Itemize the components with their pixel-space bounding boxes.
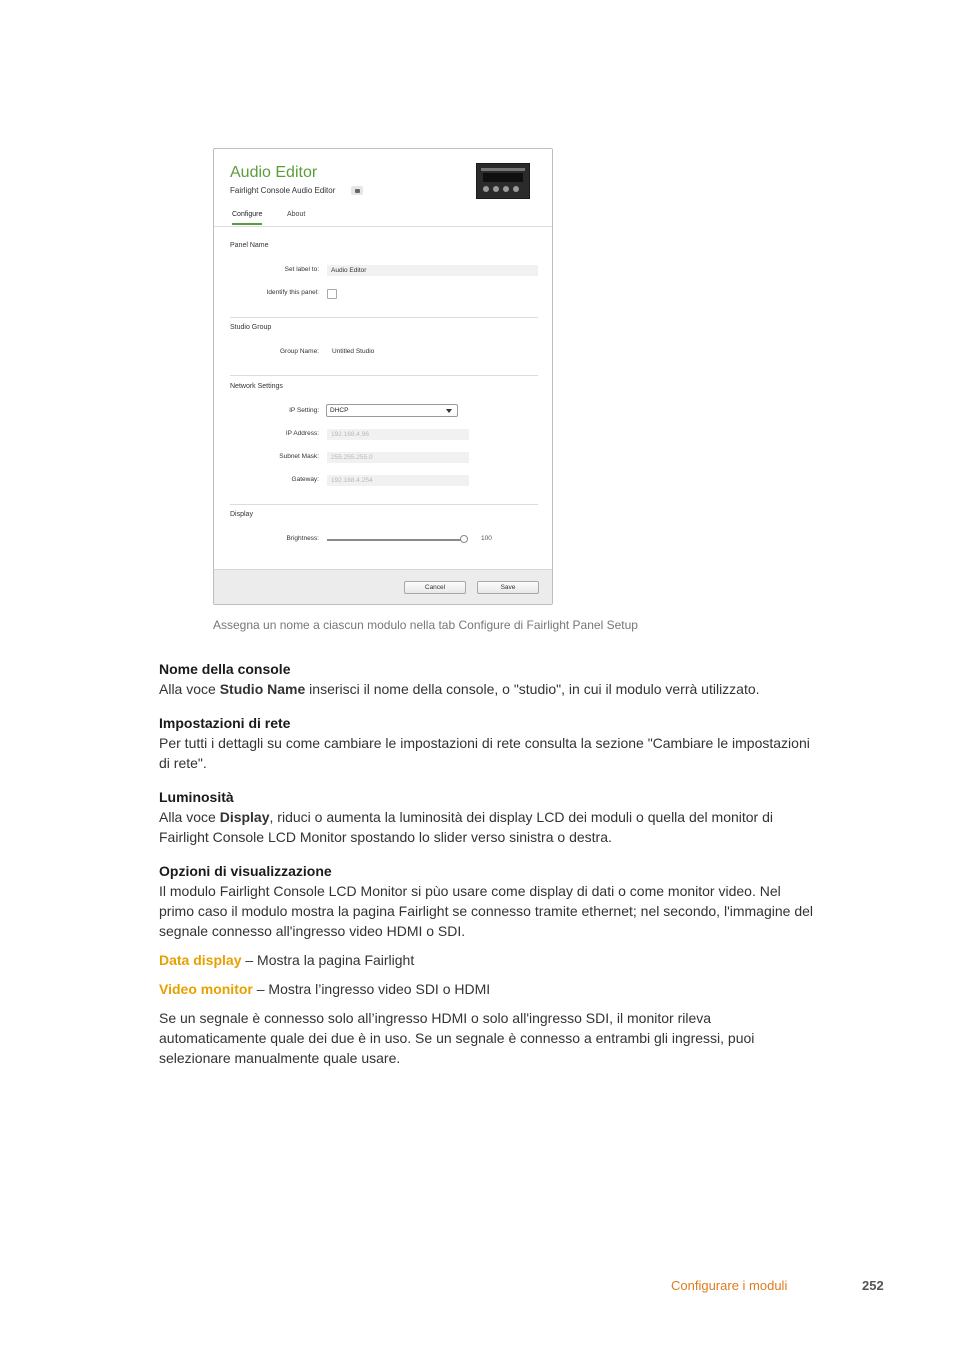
section-text: Alla voce Display, riduci o aumenta la luminosità dei display LCD dei moduli o quella del monitor di Fairlight Console LCD Monitor spostando lo slider verso sinistra o destra.	[159, 809, 774, 845]
section-text: Alla voce Studio Name inserisci il nome della console, o "studio", in cui il modulo verrà utilizzato.	[159, 681, 760, 697]
console-device-icon	[476, 163, 530, 199]
figure-caption: Assegna un nome a ciascun modulo nella tab Configure di Fairlight Panel Setup	[213, 618, 638, 632]
dialog-title: Audio Editor	[230, 164, 318, 181]
label-input[interactable]: Audio Editor	[327, 265, 538, 276]
group-name-value[interactable]: Untitled Studio	[332, 348, 375, 355]
section-brightness	[159, 787, 819, 847]
save-button[interactable]: Save	[477, 581, 539, 594]
section-heading: Impostazioni di rete	[159, 715, 291, 731]
ip-setting-select[interactable]	[326, 404, 458, 417]
section-network-settings-doc	[159, 713, 819, 773]
ip-setting-value: DHCP	[330, 407, 349, 414]
section-console-name	[159, 659, 819, 699]
section-display: Display	[230, 511, 253, 518]
page-number: 252	[862, 1278, 884, 1293]
section-text: Per tutti i dettagli su come cambiare le impostazioni di rete consulta la sezione "Cambiare le impostazioni di rete".	[159, 735, 810, 771]
subnet-mask-label: Subnet Mask:	[279, 453, 319, 460]
brightness-slider-handle[interactable]	[460, 535, 468, 543]
gateway-label: Gateway:	[291, 476, 319, 483]
group-name-label: Group Name:	[279, 348, 319, 355]
divider	[230, 375, 538, 376]
footer-section-title: Configurare i moduli	[671, 1278, 788, 1293]
divider	[230, 504, 538, 505]
identify-panel-checkbox[interactable]	[327, 289, 337, 299]
dialog-subtitle: Fairlight Console Audio Editor	[230, 186, 336, 195]
section-studio-group: Studio Group	[230, 324, 272, 331]
section-panel-name: Panel Name	[230, 242, 269, 249]
brightness-label: Brightness:	[286, 535, 319, 542]
divider	[230, 317, 538, 318]
section-network-settings: Network Settings	[230, 383, 283, 390]
ip-address-label: IP Address:	[285, 430, 319, 437]
section-text: Il modulo Fairlight Console LCD Monitor si pùo usare come display di dati o come monitor video. Nel primo caso il modulo mostra la pagina Fairlight se connesso tramite ethernet; nel secondo, l'immagine del segnale connesso all'ingresso video HDMI o SDI.	[159, 883, 814, 939]
audio-editor-dialog	[213, 148, 553, 605]
chevron-down-icon	[446, 409, 452, 413]
section-text: Se un segnale è connesso solo all’ingresso HDMI o solo all'ingresso SDI, il monitor rileva automaticamente quale dei due è in uso. Se un segnale è connesso a entrambi gli ingressi, puoi selezionare manualmente quale usare.	[159, 1010, 755, 1066]
subnet-mask-field: 255.255.255.0	[327, 452, 469, 463]
section-heading: Nome della console	[159, 661, 291, 677]
brightness-value: 100	[481, 535, 492, 542]
gateway-field: 192.168.4.254	[327, 475, 469, 486]
dialog-footer	[214, 569, 552, 604]
tab-divider	[214, 226, 552, 227]
section-view-options	[159, 861, 819, 1068]
cancel-button[interactable]: Cancel	[404, 581, 466, 594]
video-monitor-item: Video monitor – Mostra l’ingresso video SDI o HDMI	[159, 981, 491, 997]
set-label-label: Set label to:	[284, 266, 319, 273]
info-icon[interactable]	[351, 186, 363, 195]
section-heading: Luminosità	[159, 789, 234, 805]
section-heading: Opzioni di visualizzazione	[159, 863, 332, 879]
document-body	[159, 659, 819, 1082]
tab-about[interactable]: About	[287, 211, 306, 218]
ip-setting-label: IP Setting:	[289, 407, 319, 414]
brightness-slider[interactable]	[327, 539, 465, 541]
identify-panel-label: Identify this panel:	[266, 289, 319, 296]
data-display-item: Data display – Mostra la pagina Fairlight	[159, 952, 415, 968]
tab-configure[interactable]: Configure	[232, 211, 262, 225]
ip-address-field: 192.168.4.96	[327, 429, 469, 440]
